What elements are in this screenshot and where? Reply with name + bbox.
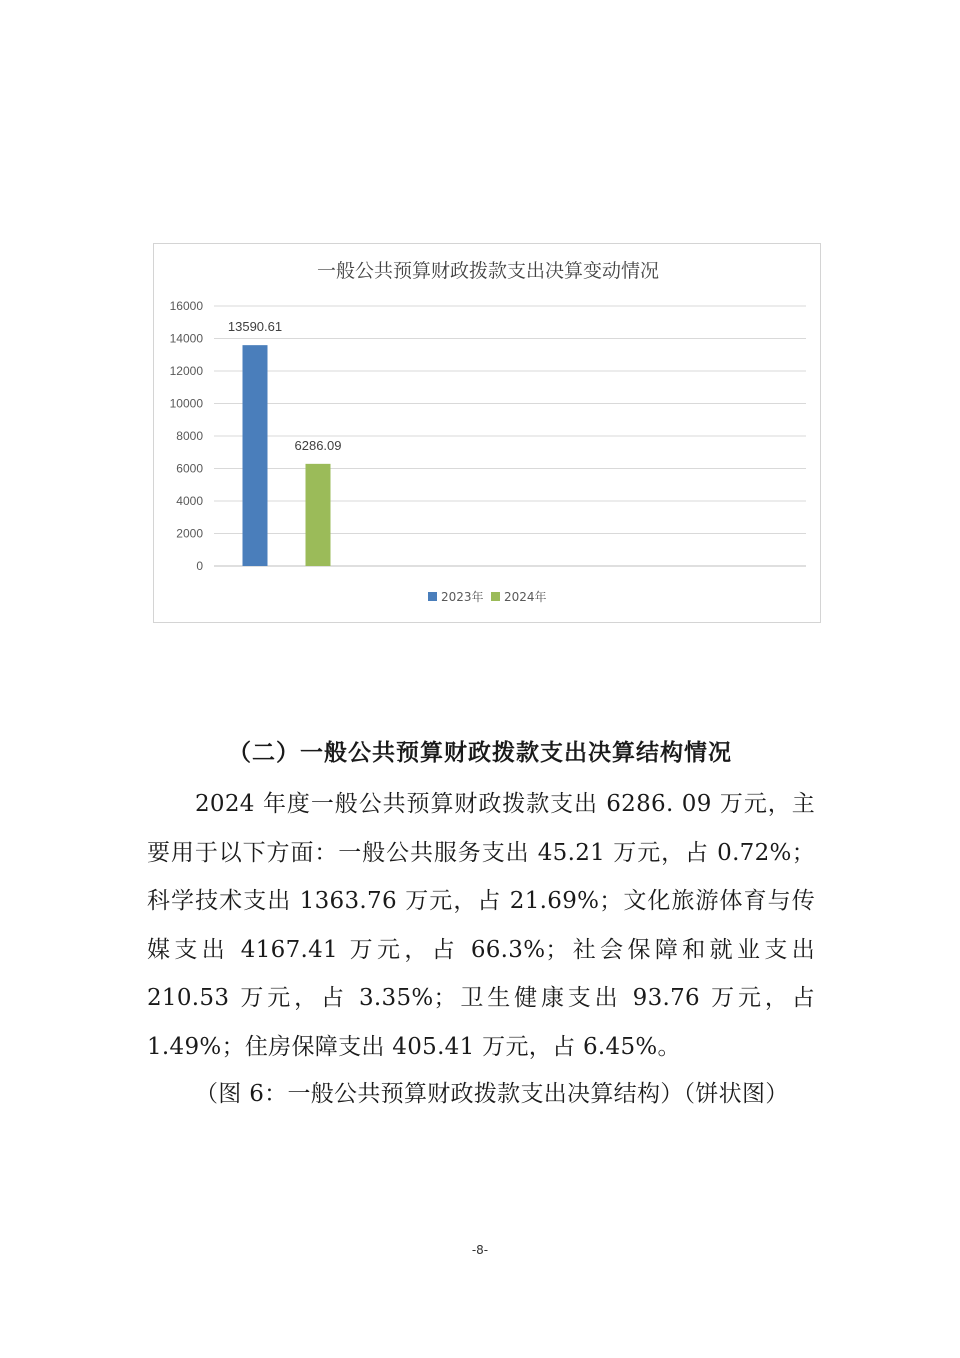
- legend-label: 2024年: [504, 590, 547, 604]
- page-number: -8-: [471, 1243, 489, 1257]
- y-tick-label: 6000: [176, 461, 203, 476]
- data-label: 6286.09: [294, 437, 342, 453]
- y-tick-label: 4000: [176, 494, 203, 508]
- data-label: 13590.61: [227, 319, 283, 335]
- y-tick-label: 10000: [169, 396, 203, 411]
- bar-2023年: [243, 345, 268, 566]
- y-tick-label: 16000: [169, 299, 203, 313]
- y-tick-label: 14000: [169, 331, 203, 346]
- section-heading: （二）一般公共预算财政拨款支出决算结构情况: [228, 740, 732, 766]
- legend-swatch: [491, 592, 500, 601]
- y-tick-label: 2000: [176, 526, 203, 541]
- legend-swatch: [428, 592, 437, 601]
- chart-title: 一般公共预算财政拨款支出决算变动情况: [316, 260, 660, 282]
- figure-caption: （图 6：一般公共预算财政拨款支出决算结构）（饼状图）: [195, 1081, 789, 1107]
- chart-container: [153, 243, 821, 623]
- y-tick-label: 8000: [176, 429, 203, 443]
- bar-chart: [154, 244, 822, 624]
- y-tick-label: 12000: [169, 364, 203, 378]
- legend-label: 2023年: [441, 590, 484, 604]
- body-paragraph: 2024 年度一般公共预算财政拨款支出 6286. 09 万元，主要用于以下方面：一般公共服务支出 45.21 万元，占 0.72%；科学技术支出 1363.76 万元，占 21.69%；文化旅游体育与传媒支出 4167.41 万元，占 66.3%；社会保障和就业支出 210.53 万元，占 3.35%；卫生健康支出 93.76 万元，占 1.49%；住房保障支出 405.41 万元，占 6.45%。: [147, 791, 815, 1060]
- y-tick-label: 0: [196, 559, 203, 573]
- bar-2024年: [306, 464, 331, 566]
